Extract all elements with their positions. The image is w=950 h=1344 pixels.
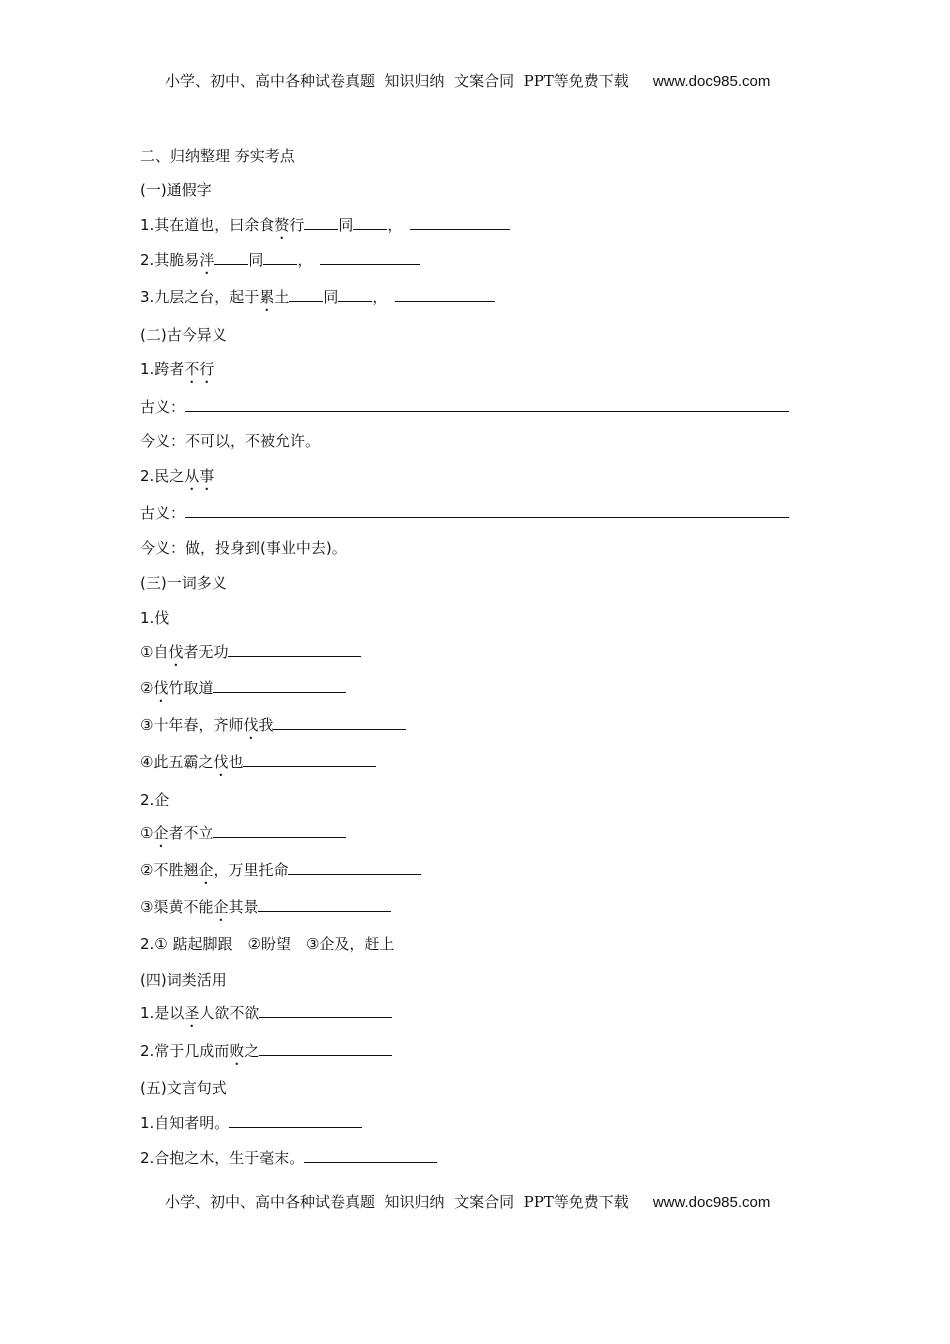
answer-blank[interactable] <box>304 215 338 230</box>
answer-blank[interactable] <box>320 250 420 265</box>
header-text: 小学、初中、高中各种试卷真题 知识归纳 文案合同 PPT等免费下载 <box>165 72 629 90</box>
answer-blank[interactable] <box>263 250 297 265</box>
yici-group-title: 1.伐 <box>140 609 170 627</box>
answer-blank[interactable] <box>395 287 495 302</box>
tongjiazi-item: 3.九层之台，起于累土 同 ， <box>140 287 495 315</box>
answer-blank[interactable] <box>258 897 391 912</box>
answer-blank[interactable] <box>353 215 387 230</box>
page-header <box>165 70 770 91</box>
answer-blank[interactable] <box>229 1113 362 1128</box>
gujin-item: 2.民之从事 <box>140 467 215 485</box>
section-title: 二、归纳整理 夯实考点 <box>140 147 295 165</box>
answer-blank[interactable] <box>213 678 346 693</box>
gu-meaning-line: 古义： <box>140 397 789 417</box>
jin-meaning-line: 今义：做，投身到(事业中去)。 <box>140 539 347 557</box>
header-url: www.doc985.com <box>652 73 771 90</box>
jushi-item: 2.合抱之木，生于毫末。 <box>140 1148 437 1168</box>
yici-item: ③渠黄不能企其景 <box>140 897 391 925</box>
answer-blank[interactable] <box>213 823 346 838</box>
footer-url: www.doc985.com <box>652 1194 771 1211</box>
answer-blank[interactable] <box>228 642 361 657</box>
gu-meaning-line: 古义： <box>140 503 789 523</box>
yici-item: ③十年春，齐师伐我 <box>140 715 406 743</box>
answer-blank[interactable] <box>243 752 376 767</box>
answer-blank[interactable] <box>273 715 406 730</box>
answer-blank[interactable] <box>259 1041 392 1056</box>
jushi-item: 1.自知者明。 <box>140 1113 362 1133</box>
page-footer <box>165 1191 770 1212</box>
footer-text: 小学、初中、高中各种试卷真题 知识归纳 文案合同 PPT等免费下载 <box>165 1193 629 1211</box>
heading-gujin: (二)古今异义 <box>140 326 227 344</box>
answer-blank[interactable] <box>288 860 421 875</box>
tongjiazi-item: 1.其在道也，曰余食赘行 同 ， <box>140 215 510 243</box>
answer-blank[interactable] <box>338 287 372 302</box>
yici-item: ②伐竹取道 <box>140 678 346 706</box>
yici-item: ①企者不立 <box>140 823 346 851</box>
heading-yici: (三)一词多义 <box>140 574 227 592</box>
answer-blank[interactable] <box>214 250 248 265</box>
answer-blank[interactable] <box>185 503 789 518</box>
answer-blank[interactable] <box>259 1003 392 1018</box>
yici-note: 2.① 踮起脚跟 ②盼望 ③企及，赶上 <box>140 935 395 953</box>
yici-item: ①自伐者无功 <box>140 642 361 670</box>
answer-blank[interactable] <box>289 287 323 302</box>
heading-jushi: (五)文言句式 <box>140 1079 227 1097</box>
tongjiazi-item: 2.其脆易泮 同 ， <box>140 250 420 278</box>
heading-cilei: (四)词类活用 <box>140 971 227 989</box>
answer-blank[interactable] <box>304 1148 437 1163</box>
answer-blank[interactable] <box>185 397 789 412</box>
yici-item: ②不胜翘企，万里托命 <box>140 860 421 888</box>
heading-tongjiazi: (一)通假字 <box>140 181 212 199</box>
cilei-item: 2.常于几成而败之 <box>140 1041 392 1069</box>
gujin-item: 1.跨者不行 <box>140 360 215 378</box>
yici-item: ④此五霸之伐也 <box>140 752 376 780</box>
answer-blank[interactable] <box>410 215 510 230</box>
jin-meaning-line: 今义：不可以，不被允许。 <box>140 432 321 450</box>
cilei-item: 1.是以圣人欲不欲 <box>140 1003 392 1031</box>
yici-group-title: 2.企 <box>140 791 170 809</box>
